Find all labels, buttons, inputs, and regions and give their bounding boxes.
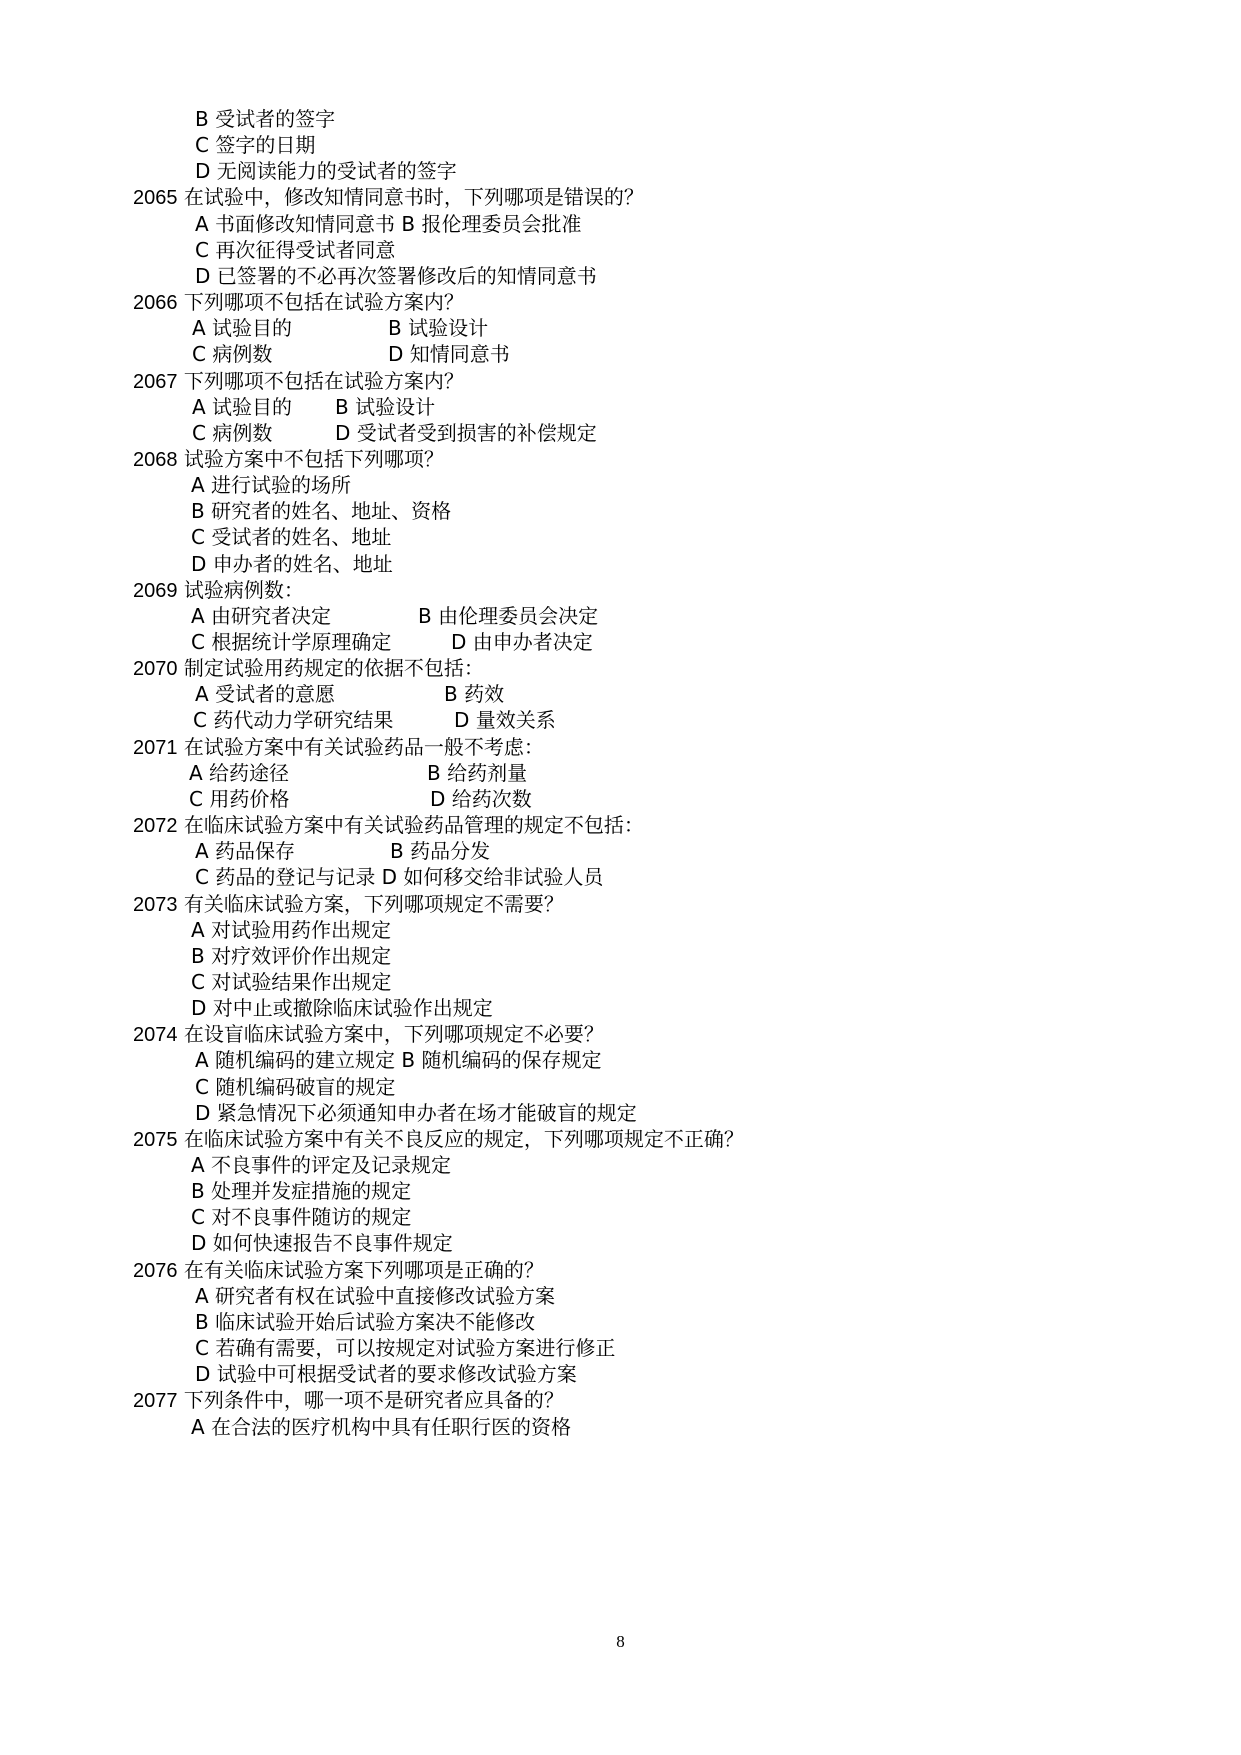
answer-option: C 药品的登记与记录 D 如何移交给非试验人员 — [195, 865, 604, 890]
question-text: 有关临床试验方案，下列哪项规定不需要？ — [177, 891, 564, 916]
question-line — [133, 183, 644, 212]
answer-option: D 申办者的姓名、地址 — [191, 551, 393, 576]
question-text: 在设盲临床试验方案中，下列哪项规定不必要？ — [177, 1022, 604, 1047]
question-line — [133, 1125, 744, 1154]
question-number: 2071 — [133, 736, 178, 759]
question-text: 在有关临床试验方案下列哪项是正确的？ — [177, 1257, 544, 1282]
option-line — [0, 131, 1241, 160]
answer-option: A 随机编码的建立规定 B 随机编码的保存规定 — [195, 1048, 602, 1073]
option-line — [0, 1073, 1241, 1102]
answer-option: B 药效 — [444, 682, 505, 707]
answer-option: A 由研究者决定 — [191, 603, 332, 628]
option-line — [0, 1046, 1241, 1075]
option-line — [0, 1334, 1241, 1363]
answer-option: A 在合法的医疗机构中具有任职行医的资格 — [191, 1414, 572, 1439]
question-line — [133, 367, 464, 396]
answer-option: A 书面修改知情同意书 B 报伦理委员会批准 — [195, 211, 582, 236]
question-text: 制定试验用药规定的依据不包括： — [177, 656, 484, 681]
question-number: 2077 — [133, 1390, 178, 1413]
question-line — [133, 890, 564, 919]
option-line — [0, 157, 1241, 186]
question-text: 试验方案中不包括下列哪项？ — [177, 446, 444, 471]
answer-option: B 药品分发 — [390, 839, 491, 864]
question-text: 下列哪项不包括在试验方案内？ — [177, 290, 464, 315]
option-line — [0, 1308, 1241, 1337]
question-text: 在试验方案中有关试验药品一般不考虑： — [177, 734, 544, 759]
answer-option: C 受试者的姓名、地址 — [191, 525, 392, 550]
answer-option: D 无阅读能力的受试者的签字 — [195, 159, 457, 184]
option-line — [0, 419, 1241, 448]
question-line — [133, 1256, 544, 1285]
option-line — [0, 314, 1241, 343]
answer-option: B 处理并发症措施的规定 — [191, 1179, 412, 1204]
question-line — [133, 1386, 564, 1415]
answer-option: B 试验设计 — [388, 316, 489, 341]
answer-option: C 再次征得受试者同意 — [195, 237, 396, 262]
question-number: 2069 — [133, 579, 178, 602]
answer-option: A 研究者有权在试验中直接修改试验方案 — [195, 1283, 556, 1308]
option-line — [0, 471, 1241, 500]
question-text: 下列条件中，哪一项不是研究者应具备的？ — [177, 1388, 564, 1413]
answer-option: A 受试者的意愿 — [195, 682, 336, 707]
answer-option: D 给药次数 — [430, 786, 532, 811]
option-line — [0, 393, 1241, 422]
answer-option: D 已签署的不必再次签署修改后的知情同意书 — [195, 263, 597, 288]
answer-option: A 对试验用药作出规定 — [191, 917, 392, 942]
option-line — [0, 759, 1241, 788]
option-line — [0, 942, 1241, 971]
option-line — [0, 497, 1241, 526]
option-line — [0, 706, 1241, 735]
question-text: 下列哪项不包括在试验方案内？ — [177, 368, 464, 393]
question-text: 在临床试验方案中有关试验药品管理的规定不包括： — [177, 813, 644, 838]
answer-option: C 用药价格 — [189, 786, 290, 811]
option-line — [0, 602, 1241, 631]
question-line — [133, 445, 444, 474]
question-text: 在试验中，修改知情同意书时，下列哪项是错误的？ — [177, 185, 644, 210]
answer-option: C 对不良事件随访的规定 — [191, 1205, 412, 1230]
option-line — [0, 1203, 1241, 1232]
answer-option: B 给药剂量 — [427, 760, 528, 785]
option-line — [0, 210, 1241, 239]
option-line — [0, 262, 1241, 291]
question-line — [133, 576, 304, 605]
question-line — [133, 288, 464, 317]
answer-option: B 临床试验开始后试验方案决不能修改 — [195, 1309, 536, 1334]
option-line — [0, 1099, 1241, 1128]
option-line — [0, 1229, 1241, 1258]
answer-option: C 对试验结果作出规定 — [191, 969, 392, 994]
question-number: 2066 — [133, 292, 178, 315]
option-line — [0, 340, 1241, 369]
option-line — [0, 994, 1241, 1023]
answer-option: B 受试者的签字 — [195, 107, 336, 131]
question-number: 2075 — [133, 1128, 178, 1151]
option-line — [0, 916, 1241, 945]
option-line — [0, 785, 1241, 814]
option-line — [0, 1360, 1241, 1389]
answer-option: D 如何快速报告不良事件规定 — [191, 1231, 453, 1256]
answer-option: A 进行试验的场所 — [191, 473, 352, 498]
answer-option: A 给药途径 — [189, 760, 290, 785]
option-line — [0, 837, 1241, 866]
question-text: 试验病例数： — [177, 577, 304, 602]
answer-option: C 病例数 — [192, 342, 273, 367]
page-number: 8 — [616, 1632, 625, 1651]
option-line — [0, 968, 1241, 997]
answer-option: B 试验设计 — [335, 394, 436, 419]
option-line — [0, 105, 1241, 134]
question-number: 2067 — [133, 370, 178, 393]
answer-option: C 随机编码破盲的规定 — [195, 1074, 396, 1099]
answer-option: D 由申办者决定 — [451, 630, 593, 654]
question-number: 2068 — [133, 448, 178, 471]
question-number: 2073 — [133, 893, 178, 916]
answer-option: C 病例数 — [192, 420, 273, 445]
answer-option: A 试验目的 — [192, 316, 293, 341]
question-line — [133, 1020, 604, 1049]
option-line — [0, 523, 1241, 552]
answer-option: C 若确有需要，可以按规定对试验方案进行修正 — [195, 1336, 616, 1361]
option-line — [0, 1413, 1241, 1442]
option-line — [0, 1177, 1241, 1206]
option-line — [0, 863, 1241, 892]
question-line — [133, 654, 484, 683]
option-line — [0, 550, 1241, 579]
answer-option: D 受试者受到损害的补偿规定 — [335, 420, 597, 445]
answer-option: D 对中止或撤除临床试验作出规定 — [191, 996, 493, 1021]
answer-option: A 药品保存 — [195, 839, 296, 864]
answer-option: C 药代动力学研究结果 — [193, 708, 394, 733]
question-number: 2076 — [133, 1259, 178, 1282]
option-line — [0, 1151, 1241, 1180]
answer-option: D 试验中可根据受试者的要求修改试验方案 — [195, 1362, 577, 1387]
answer-option: D 量效关系 — [454, 708, 556, 733]
answer-option: C 根据统计学原理确定 — [191, 630, 392, 654]
option-line — [0, 1282, 1241, 1311]
answer-option: B 由伦理委员会决定 — [418, 603, 599, 628]
option-line — [0, 680, 1241, 709]
question-number: 2065 — [133, 187, 178, 210]
question-line — [133, 733, 544, 762]
question-number: 2074 — [133, 1024, 178, 1047]
question-number: 2072 — [133, 815, 178, 838]
answer-option: B 对疗效评价作出规定 — [191, 943, 392, 968]
question-number: 2070 — [133, 658, 178, 681]
answer-option: C 签字的日期 — [195, 133, 316, 158]
answer-option: D 紧急情况下必须通知申办者在场才能破盲的规定 — [195, 1100, 637, 1125]
question-line — [133, 811, 644, 840]
question-text: 在临床试验方案中有关不良反应的规定，下列哪项规定不正确？ — [177, 1126, 744, 1151]
answer-option: A 试验目的 — [192, 394, 293, 419]
answer-option: B 研究者的姓名、地址、资格 — [191, 499, 452, 524]
option-line — [0, 236, 1241, 265]
option-line — [0, 628, 1241, 657]
answer-option: A 不良事件的评定及记录规定 — [191, 1153, 452, 1177]
answer-option: D 知情同意书 — [388, 342, 510, 367]
